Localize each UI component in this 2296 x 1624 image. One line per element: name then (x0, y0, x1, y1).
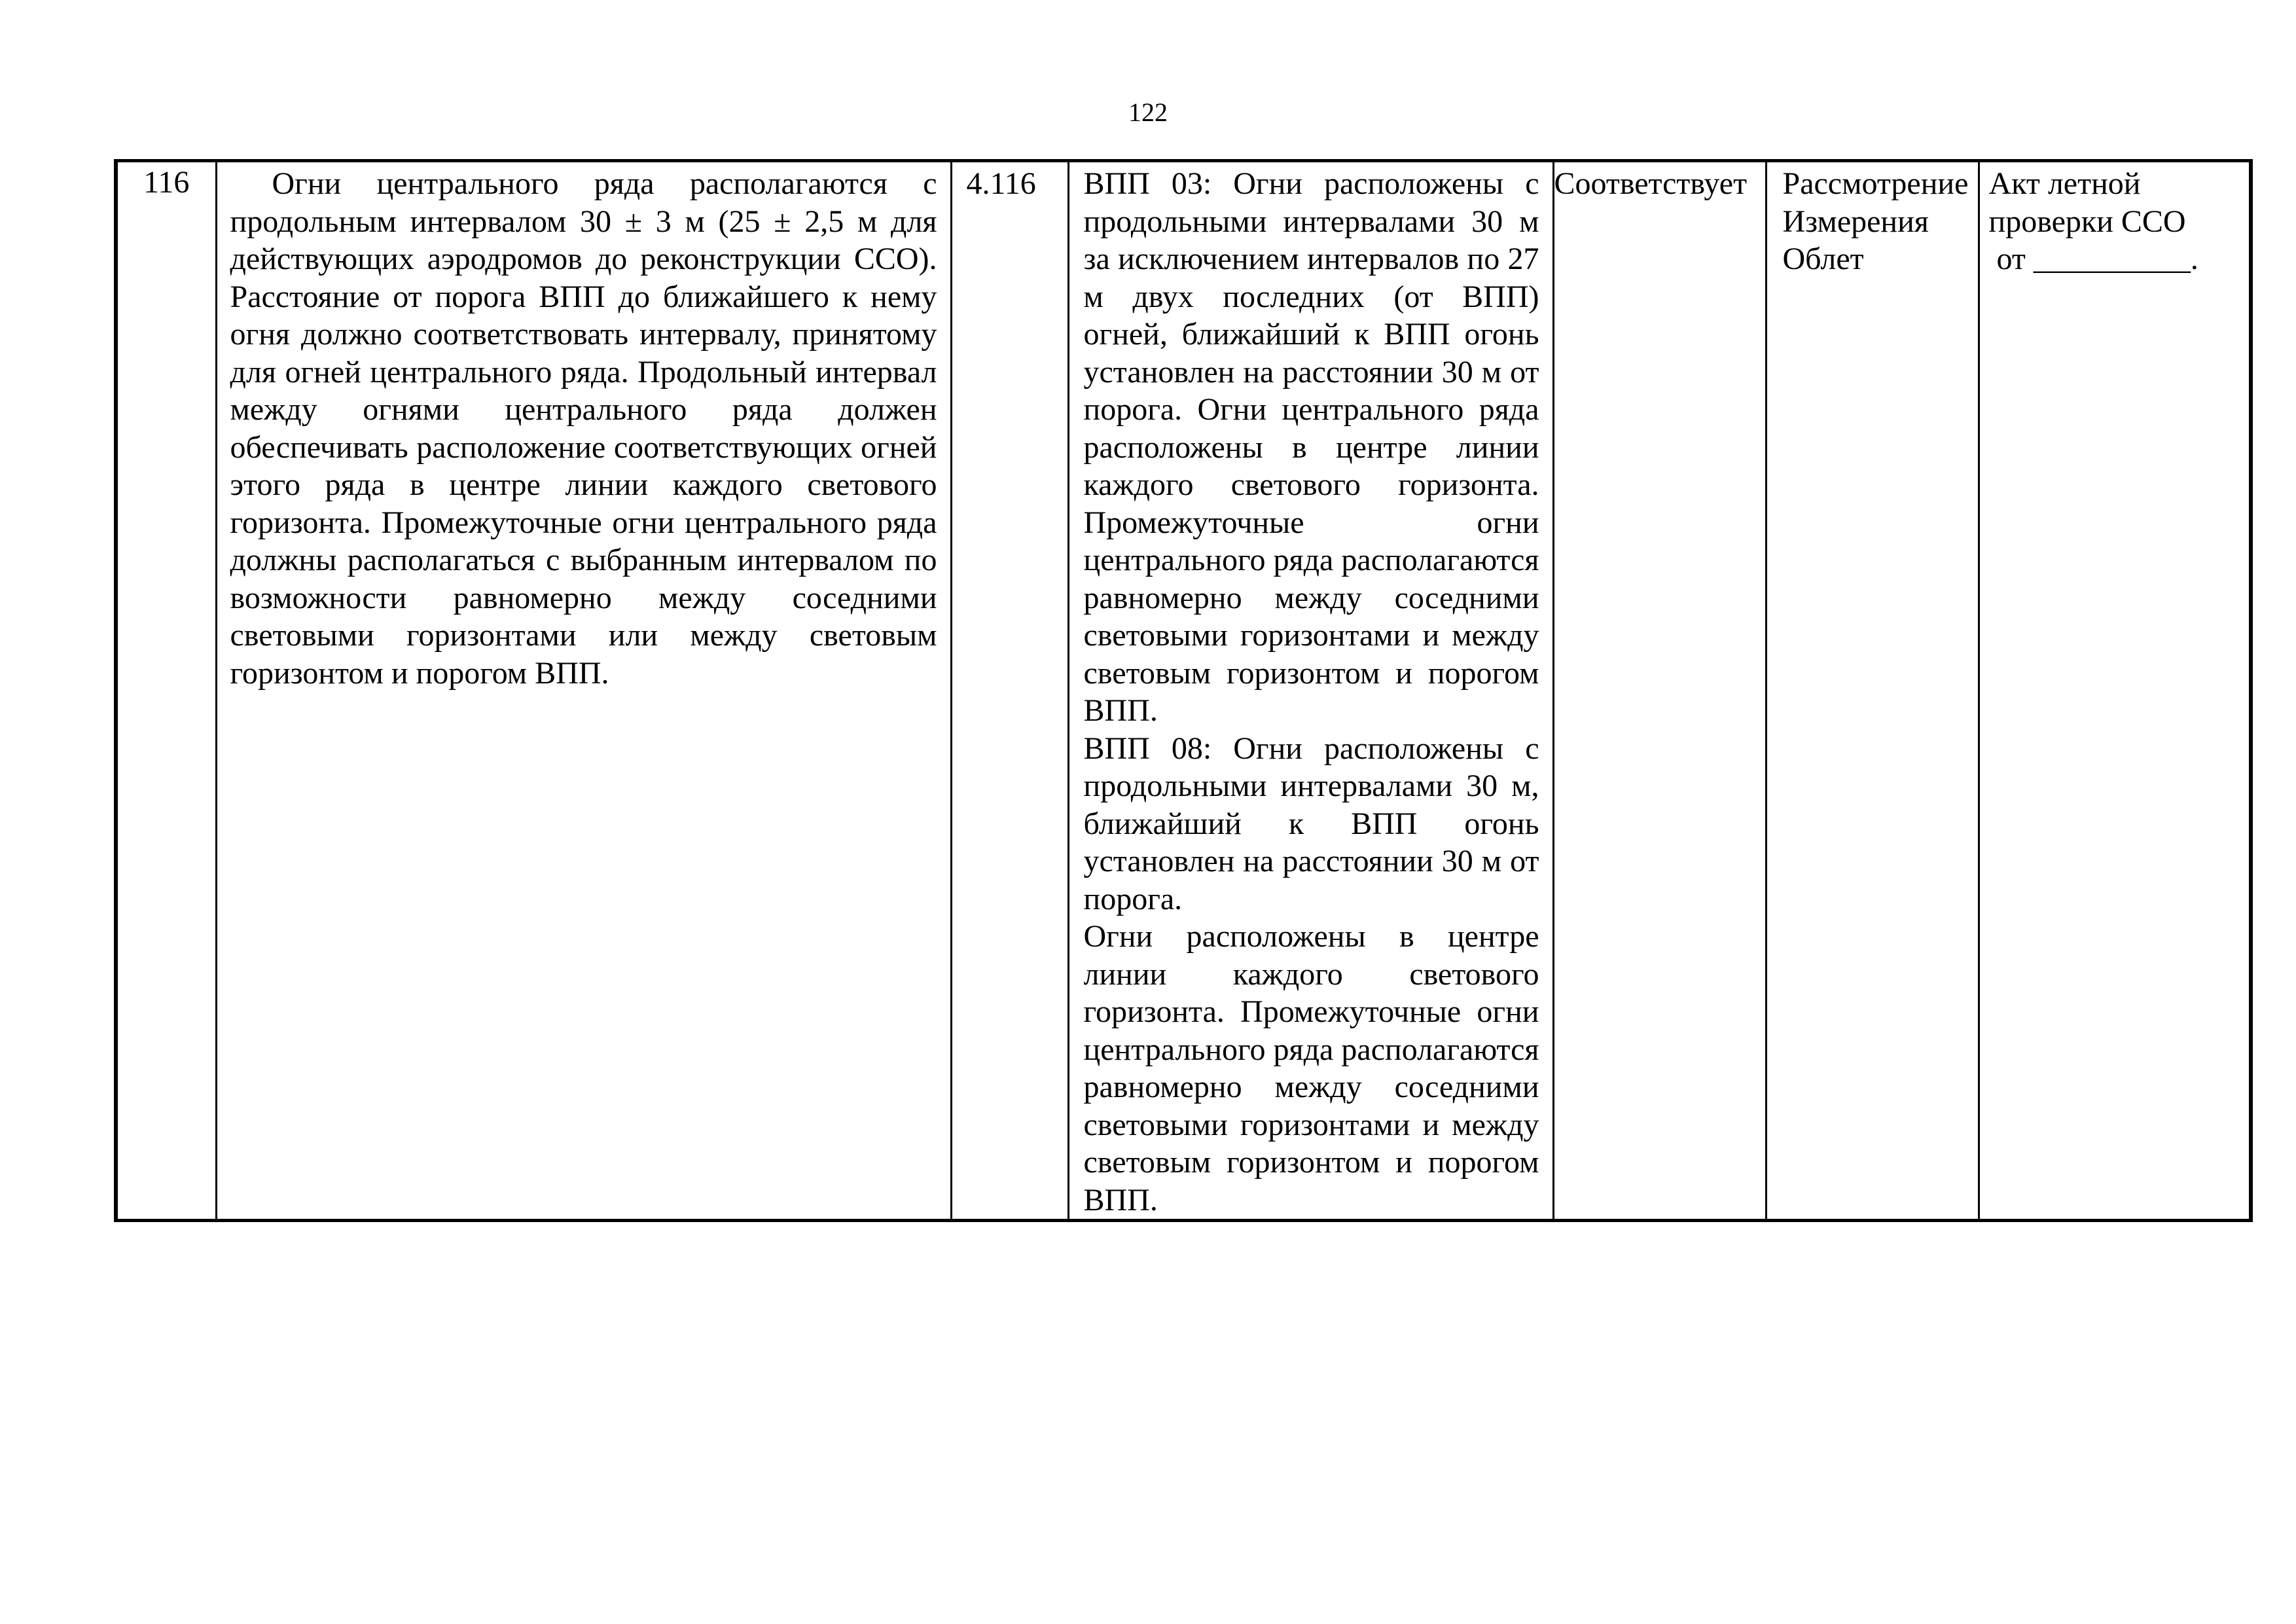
requirement-cell (216, 161, 951, 1221)
reference-cell (951, 161, 1068, 1221)
document-line-1: Акт летной (1988, 166, 2141, 201)
compliance-status: Соответствует (1554, 166, 1748, 201)
actual-state-general: Огни расположены в центре линии каждого светового горизонта. Промежуточные огни центрального ряда располагаются равномерно между соседними световыми горизонтами и между световым горизонтом и порогом ВПП. (1083, 919, 1539, 1218)
method-measurements: Измерения (1782, 204, 1929, 239)
method-review: Рассмотрение (1782, 166, 1969, 201)
method-flight-check: Облет (1782, 242, 1864, 276)
status-cell (1553, 161, 1766, 1221)
document-cell (1979, 161, 2251, 1221)
table-row (116, 161, 2251, 1221)
row-number: 116 (143, 165, 190, 200)
compliance-table (114, 159, 2253, 1222)
method-cell (1766, 161, 1979, 1221)
row-number-cell (116, 161, 216, 1221)
actual-state-cell (1068, 161, 1553, 1221)
requirement-text: Огни центрального ряда располагаются с продольным интервалом 30 ± 3 м (25 ± 2,5 м для действующих аэродромов до реконструкции ССО). Расстояние от порога ВПП до ближайшего к нему огня должно соответствовать интервалу, принятому для огней центрального ряда. Продольный интервал между огнями центрального ряда должен обеспечивать расположение соответствующих огней этого ряда в центре линии каждого светового горизонта. Промежуточные огни центрального ряда должны располагаться с выбранным интервалом по возможности равномерно между соседними световыми горизонтами или между световым горизонтом и порогом ВПП. (230, 166, 937, 691)
actual-state-rwy03: ВПП 03: Огни расположены с продольными интервалами 30 м за исключением интервалов по 27 м двух последних (от ВПП) огней, ближайший к ВПП огонь установлен на расстоянии 30 м от порога. Огни центрального ряда расположены в центре линии каждого светового горизонта. Промежуточные огни центрального ряда располагаются равномерно между соседними световыми горизонтами и между световым горизонтом и порогом ВПП. (1083, 166, 1539, 728)
document-line-3: от __________. (1996, 242, 2198, 276)
document-line-2: проверки ССО (1988, 204, 2186, 239)
reference-number: 4.116 (966, 166, 1036, 201)
actual-state-rwy08: ВПП 08: Огни расположены с продольными интервалами 30 м, ближайший к ВПП огонь установлен на расстоянии 30 м от порога. (1083, 731, 1539, 916)
page-number: 122 (1128, 98, 1168, 127)
